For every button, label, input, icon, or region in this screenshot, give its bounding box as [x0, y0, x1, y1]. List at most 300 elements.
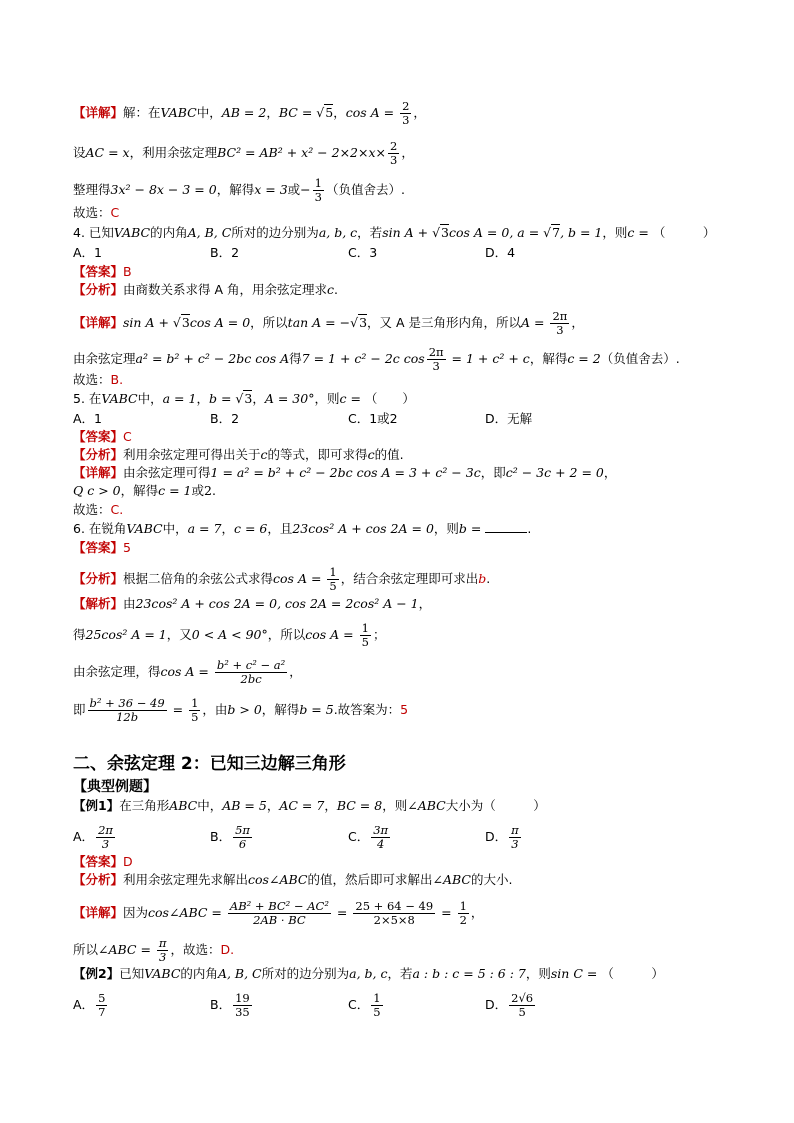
text: ，	[418, 596, 432, 611]
option-b[interactable]	[210, 824, 254, 851]
solution-tag: 【解析】	[73, 596, 124, 611]
fraction-num: b² + c² − a²	[216, 658, 286, 672]
math: a² = b² + c² − 2bc cos A	[135, 351, 290, 366]
detail-tag: 【详解】	[73, 905, 124, 920]
math: cos∠ABC	[248, 872, 308, 887]
example-label: 【例2】	[73, 966, 120, 981]
fraction-den: 3	[390, 153, 398, 167]
math: 3	[181, 315, 190, 330]
text: 或	[287, 182, 301, 197]
fraction-num: 1	[314, 176, 322, 190]
math: BC =	[278, 105, 317, 120]
math: c = 2	[567, 351, 601, 366]
math: cos A =	[345, 105, 399, 120]
fraction-den: 35	[235, 1005, 250, 1019]
fraction-den: 3	[511, 837, 519, 851]
question-6	[73, 520, 531, 538]
fraction	[189, 697, 200, 724]
text: 中，	[137, 391, 163, 406]
math: A = 30°	[264, 391, 315, 406]
option-a[interactable]	[73, 824, 117, 851]
question-6-answer	[73, 539, 131, 557]
text: ，	[221, 521, 234, 536]
select-line	[73, 204, 119, 222]
text: .	[486, 571, 491, 586]
option-a[interactable]	[73, 992, 109, 1019]
math: 3	[359, 315, 368, 330]
text: 或	[191, 483, 205, 498]
math: 25cos² A = 1	[85, 627, 167, 642]
fraction-num: 2	[390, 139, 398, 153]
math: =	[437, 905, 456, 920]
solution-line-2	[73, 140, 414, 167]
fraction	[313, 177, 324, 204]
text: .	[527, 521, 532, 536]
text: ，则	[382, 798, 408, 813]
text: ，	[333, 105, 346, 120]
math: a = 1	[162, 391, 197, 406]
fraction	[327, 566, 338, 593]
math: cos A =	[305, 627, 358, 642]
math: AB = 5	[222, 798, 267, 813]
fraction-num: π	[511, 823, 519, 837]
text: .	[334, 282, 339, 297]
text: ，又 A 是三角形内角，所以	[367, 315, 522, 330]
option-d[interactable]	[485, 824, 523, 851]
fraction-den: 3	[159, 950, 167, 964]
math: b = 5	[299, 702, 334, 717]
text: 所以	[73, 942, 99, 957]
fraction-num: 1	[373, 991, 381, 1005]
fraction-num: 25 + 64 − 49	[355, 899, 434, 913]
option-c[interactable]	[348, 992, 385, 1019]
fraction	[215, 659, 287, 686]
text: 得	[73, 627, 86, 642]
option-b[interactable]: B．2	[210, 245, 240, 260]
fraction-num: AB² + BC² − AC²	[229, 899, 329, 913]
math: 3x² − 8x − 3 = 0	[110, 182, 217, 197]
fraction	[458, 900, 469, 927]
typical-examples-heading: 【典型例题】	[73, 779, 157, 795]
text: 的大小.	[470, 872, 513, 887]
text: ，解得	[529, 351, 568, 366]
text: ，所以	[250, 315, 288, 330]
text: ，由	[202, 702, 228, 717]
fraction-den: 3	[556, 323, 564, 337]
math: a, b, c	[318, 225, 358, 240]
math: VABC	[144, 966, 181, 981]
example-1-analysis	[73, 871, 512, 889]
answer-value: C	[110, 205, 120, 220]
fraction	[96, 824, 115, 851]
fraction-num: 5π	[235, 823, 250, 837]
example-1	[73, 797, 546, 815]
question-6-detail-1	[73, 595, 431, 613]
text: 所对的边分别为	[261, 966, 350, 981]
question-4-detail-2	[73, 346, 680, 373]
answer-value: D.	[220, 942, 235, 957]
math: c	[327, 282, 335, 297]
math: 0 < A < 90°	[191, 627, 268, 642]
text: .	[211, 483, 216, 498]
text: 解：在	[123, 105, 161, 120]
detail-tag: 【详解】	[73, 315, 124, 330]
text: 的内角	[150, 225, 188, 240]
question-4-select	[73, 371, 123, 389]
fraction	[157, 937, 169, 964]
text: 故选：	[73, 502, 111, 517]
text: 已知	[119, 966, 145, 981]
fraction-den: 2AB · BC	[253, 913, 306, 927]
option-d[interactable]	[485, 992, 537, 1019]
answer-tag: 【答案】	[73, 854, 124, 869]
text: ，	[413, 105, 426, 120]
fraction	[509, 992, 535, 1019]
text: ，	[603, 465, 617, 480]
math: a : b : c = 5 : 6 : 7	[412, 966, 526, 981]
text: ，	[252, 391, 265, 406]
math: BC = 8	[336, 798, 383, 813]
text: 得	[289, 351, 302, 366]
fraction-den: 5	[329, 579, 337, 593]
answer-blank[interactable]	[485, 521, 527, 533]
option-letter: D．	[485, 997, 508, 1012]
text: ，故选：	[170, 942, 221, 957]
text: 在三角形	[119, 798, 170, 813]
text: ，则	[602, 225, 628, 240]
math: 3	[244, 391, 253, 406]
text: ，	[289, 664, 302, 679]
text: （负值舍去）.	[600, 351, 680, 366]
math: x = 3	[254, 182, 288, 197]
text: 由余弦定理，得	[73, 664, 161, 679]
text: ，	[571, 315, 584, 330]
analysis-tag: 【分析】	[73, 282, 124, 297]
fraction	[388, 140, 399, 167]
math: VABC	[101, 391, 138, 406]
fraction-num: 3π	[373, 823, 389, 837]
math: , b = 1	[560, 225, 603, 240]
math: tan A = −	[287, 315, 351, 330]
text: （负值舍去）.	[325, 182, 405, 197]
text: ，	[470, 905, 484, 920]
option-letter: C．	[348, 829, 370, 844]
option-a[interactable]: A．1	[73, 411, 103, 426]
text: ，	[266, 105, 279, 120]
question-4-detail-1: 【详解】sin A + √3cos A = 0，所以tan A = −√3，又 A 是三角形内角，所以A = $\frac{2\pi}{3}$ ，	[73, 309, 584, 337]
math: cos A =	[160, 664, 213, 679]
detail-tag: 【详解】	[73, 465, 124, 480]
fraction	[233, 824, 252, 851]
text: ，	[401, 145, 414, 160]
fraction	[353, 900, 435, 927]
text: ，若	[357, 225, 383, 240]
fraction-den: 3	[402, 113, 410, 127]
text: ，解得	[261, 702, 300, 717]
math: A =	[521, 315, 549, 330]
fraction	[88, 697, 167, 724]
question-4-answer	[73, 263, 132, 281]
fraction-num: 1	[329, 565, 337, 579]
math: VABC	[126, 521, 163, 536]
math: 5	[325, 105, 334, 120]
analysis-tag: 【分析】	[73, 872, 124, 887]
option-d[interactable]: D．无解	[485, 411, 533, 426]
text: ，即	[480, 465, 506, 480]
text: 根据二倍角的余弦公式求得	[123, 571, 274, 586]
text: 的内角	[180, 966, 218, 981]
fraction-num: 19	[235, 991, 250, 1005]
answer-tag: 【答案】	[73, 429, 124, 444]
option-letter: A．	[73, 829, 95, 844]
math: cos A =	[273, 571, 326, 586]
analysis-tag: 【分析】	[73, 447, 124, 462]
option-letter: D．	[485, 829, 508, 844]
math: c = 1	[158, 483, 192, 498]
text: 设	[73, 145, 86, 160]
text: ，又	[166, 627, 192, 642]
example-label: 【例1】	[73, 798, 120, 813]
math: AC = 7	[279, 798, 325, 813]
answer-value: B	[123, 264, 132, 279]
math: A, B, C	[187, 225, 232, 240]
math: c	[260, 447, 268, 462]
option-letter: C．	[348, 997, 370, 1012]
option-letter: B．	[210, 997, 232, 1012]
option-letter: B．	[210, 829, 232, 844]
text: ，	[324, 798, 337, 813]
question-5: 5. 在VABC中，a = 1，b = √3，A = 30°，则c = （ ）	[73, 391, 415, 406]
text: 由商数关系求得 A 角，用余弦定理求	[123, 282, 328, 297]
text: 因为	[123, 905, 149, 920]
fraction-num: b² + 36 − 49	[89, 696, 165, 710]
fraction	[96, 992, 107, 1019]
answer-value: 5	[123, 540, 131, 555]
option-b[interactable]	[210, 992, 254, 1019]
text: 中，	[197, 798, 223, 813]
text: = （ ）	[346, 391, 415, 406]
fraction	[550, 310, 569, 337]
text: 由余弦定理	[73, 351, 136, 366]
math: cos A = 0, a =	[449, 225, 544, 240]
example-1-select	[73, 937, 234, 964]
question-4-analysis	[73, 281, 338, 299]
question-6-detail-2	[73, 622, 385, 649]
fraction-num: 2	[402, 99, 410, 113]
math: 23cos² A + cos 2A = 0	[292, 521, 434, 536]
option-b[interactable]: B．2	[210, 411, 240, 426]
text: ，所以	[267, 627, 306, 642]
math: ∠ABC =	[98, 942, 155, 957]
math: cos∠ABC =	[148, 905, 226, 920]
fraction-den: 5	[361, 635, 369, 649]
math: 1 = a² = b² + c² − 2bc cos A = 3 + c² − 3c	[210, 465, 481, 480]
fraction-num: 2√6	[511, 991, 534, 1005]
text: 整理得	[73, 182, 111, 197]
math: ∠ABC	[432, 872, 471, 887]
fraction-den: 5	[191, 710, 199, 724]
answer-value: D	[123, 854, 133, 869]
text: 故选：	[73, 372, 111, 387]
math: sin A +	[123, 315, 173, 330]
math: c	[339, 391, 347, 406]
text: 大小为（ ）	[445, 798, 546, 813]
example-1-answer	[73, 853, 133, 871]
option-a[interactable]: A．1	[73, 245, 103, 260]
answer-value: C	[123, 429, 132, 444]
text: .故答案为：	[333, 702, 401, 717]
math: AC = x	[85, 145, 130, 160]
analysis-tag: 【分析】	[73, 571, 124, 586]
fraction-num: 1	[191, 696, 199, 710]
fraction-den: 3	[432, 359, 440, 373]
math: =	[168, 702, 188, 717]
example-1-detail	[73, 900, 483, 927]
detail-tag: 【详解】	[73, 105, 124, 120]
math: −	[300, 182, 311, 197]
option-c[interactable]: C．3	[348, 245, 378, 260]
math: = 1 + c² + c	[447, 351, 530, 366]
fraction	[360, 622, 371, 649]
question-5-analysis	[73, 446, 404, 464]
fraction	[233, 992, 252, 1019]
math: b	[478, 571, 487, 586]
fraction-den: 3	[314, 190, 322, 204]
text: ，且	[267, 521, 293, 536]
solution-line-3	[73, 177, 405, 204]
text: 即	[73, 702, 86, 717]
text: ，则	[525, 966, 551, 981]
math: c = 6	[233, 521, 268, 536]
text: 中，	[162, 521, 188, 536]
math: 23cos² A + cos 2A = 0, cos 2A = 2cos² A − 1	[135, 596, 419, 611]
math: 7	[552, 225, 561, 240]
text: ，解得	[216, 182, 255, 197]
math: sin A +	[382, 225, 433, 240]
math: 3	[441, 225, 449, 240]
math: 7 = 1 + c² − 2c cos	[301, 351, 425, 366]
text: ，	[196, 391, 209, 406]
question-5-detail-1	[73, 464, 616, 482]
math: VABC	[113, 225, 151, 240]
text: 4. 已知	[73, 225, 114, 240]
math: a, b, c	[349, 966, 388, 981]
text: 的值，然后即可求解出	[307, 872, 433, 887]
fraction-den: 2bc	[240, 672, 262, 686]
fraction	[509, 824, 521, 851]
question-6-detail-4	[73, 697, 408, 724]
text: ，利用余弦定理	[129, 145, 218, 160]
text: = （ ）	[634, 225, 716, 240]
text: ，结合余弦定理即可求出	[340, 571, 479, 586]
text: 中，	[196, 105, 222, 120]
text: 故选：	[73, 205, 111, 220]
math: ∠ABC	[407, 798, 446, 813]
fraction-den: 2×5×8	[373, 913, 415, 927]
question-5-select	[73, 501, 123, 519]
text: ，解得	[120, 483, 159, 498]
math: Q c > 0	[73, 483, 121, 498]
answer-tag: 【答案】	[73, 264, 124, 279]
fraction	[228, 900, 331, 927]
text: ，若	[387, 966, 413, 981]
math: VABC	[160, 105, 197, 120]
question-5-detail-2	[73, 482, 216, 500]
text: 的等式，即可求得	[267, 447, 368, 462]
fraction-num: 2π	[552, 309, 568, 323]
text: 所对的边分别为	[231, 225, 319, 240]
answer-value: 5	[400, 702, 409, 717]
option-c[interactable]: C．1或2	[348, 411, 398, 426]
fraction-den: 6	[238, 837, 247, 851]
fraction	[427, 346, 446, 373]
math: AB = 2	[221, 105, 267, 120]
question-4: 4. 已知VABC的内角A, B, C所对的边分别为a, b, c，若sin A + √3cos A = 0, a = √7, b = 1，则c = （ ）	[73, 225, 716, 240]
math: a = 7	[187, 521, 222, 536]
math: =	[332, 905, 352, 920]
fraction-den: 7	[98, 1005, 106, 1019]
math: b =	[208, 391, 236, 406]
math: b =	[458, 521, 486, 536]
fraction-num: 1	[361, 621, 369, 635]
answer-value: C.	[110, 502, 124, 517]
text: 由余弦定理可得	[123, 465, 211, 480]
math: c² − 3c + 2 = 0	[505, 465, 604, 480]
math: 2	[204, 483, 212, 498]
fraction-num: 5	[98, 991, 106, 1005]
fraction-den: 12b	[116, 710, 139, 724]
text: 5. 在	[73, 391, 102, 406]
option-letter: A．	[73, 997, 95, 1012]
fraction-num: 1	[459, 899, 467, 913]
fraction-num: π	[158, 936, 167, 950]
question-6-analysis	[73, 566, 490, 593]
math: BC² = AB² + x² − 2×2×x×	[217, 145, 387, 160]
solution-line-1: 【详解】解：在VABC中，AB = 2，BC = √5，cos A = $\frac{2}{3}$ ，	[73, 99, 426, 127]
fraction-den: 2	[459, 913, 467, 927]
math: c	[627, 225, 635, 240]
math: sin C	[550, 966, 583, 981]
fraction-den: 5	[518, 1005, 526, 1019]
fraction-den: 4	[377, 837, 385, 851]
fraction-den: 3	[101, 837, 110, 851]
section-heading: 二、余弦定理 2：已知三边解三角形	[73, 754, 346, 774]
text: 6. 在锐角	[73, 521, 127, 536]
answer-value: B.	[110, 372, 124, 387]
math: b > 0	[227, 702, 262, 717]
text: = （ ）	[582, 966, 664, 981]
fraction-num: 2π	[428, 345, 444, 359]
fraction	[371, 824, 390, 851]
text: 由	[123, 596, 136, 611]
math: ABC	[169, 798, 198, 813]
fraction	[400, 100, 411, 127]
question-6-detail-3	[73, 659, 302, 686]
math: c	[367, 447, 375, 462]
example-2	[73, 965, 664, 983]
fraction	[371, 992, 382, 1019]
text: ，则	[314, 391, 340, 406]
question-5-answer	[73, 428, 132, 446]
text: 利用余弦定理可得出关于	[123, 447, 261, 462]
option-c[interactable]	[348, 824, 392, 851]
text: ；	[372, 627, 386, 642]
fraction-num: 2π	[98, 823, 113, 837]
text: 的值.	[374, 447, 404, 462]
option-d[interactable]: D．4	[485, 245, 516, 260]
text: 利用余弦定理先求解出	[123, 872, 249, 887]
text: ，则	[433, 521, 459, 536]
